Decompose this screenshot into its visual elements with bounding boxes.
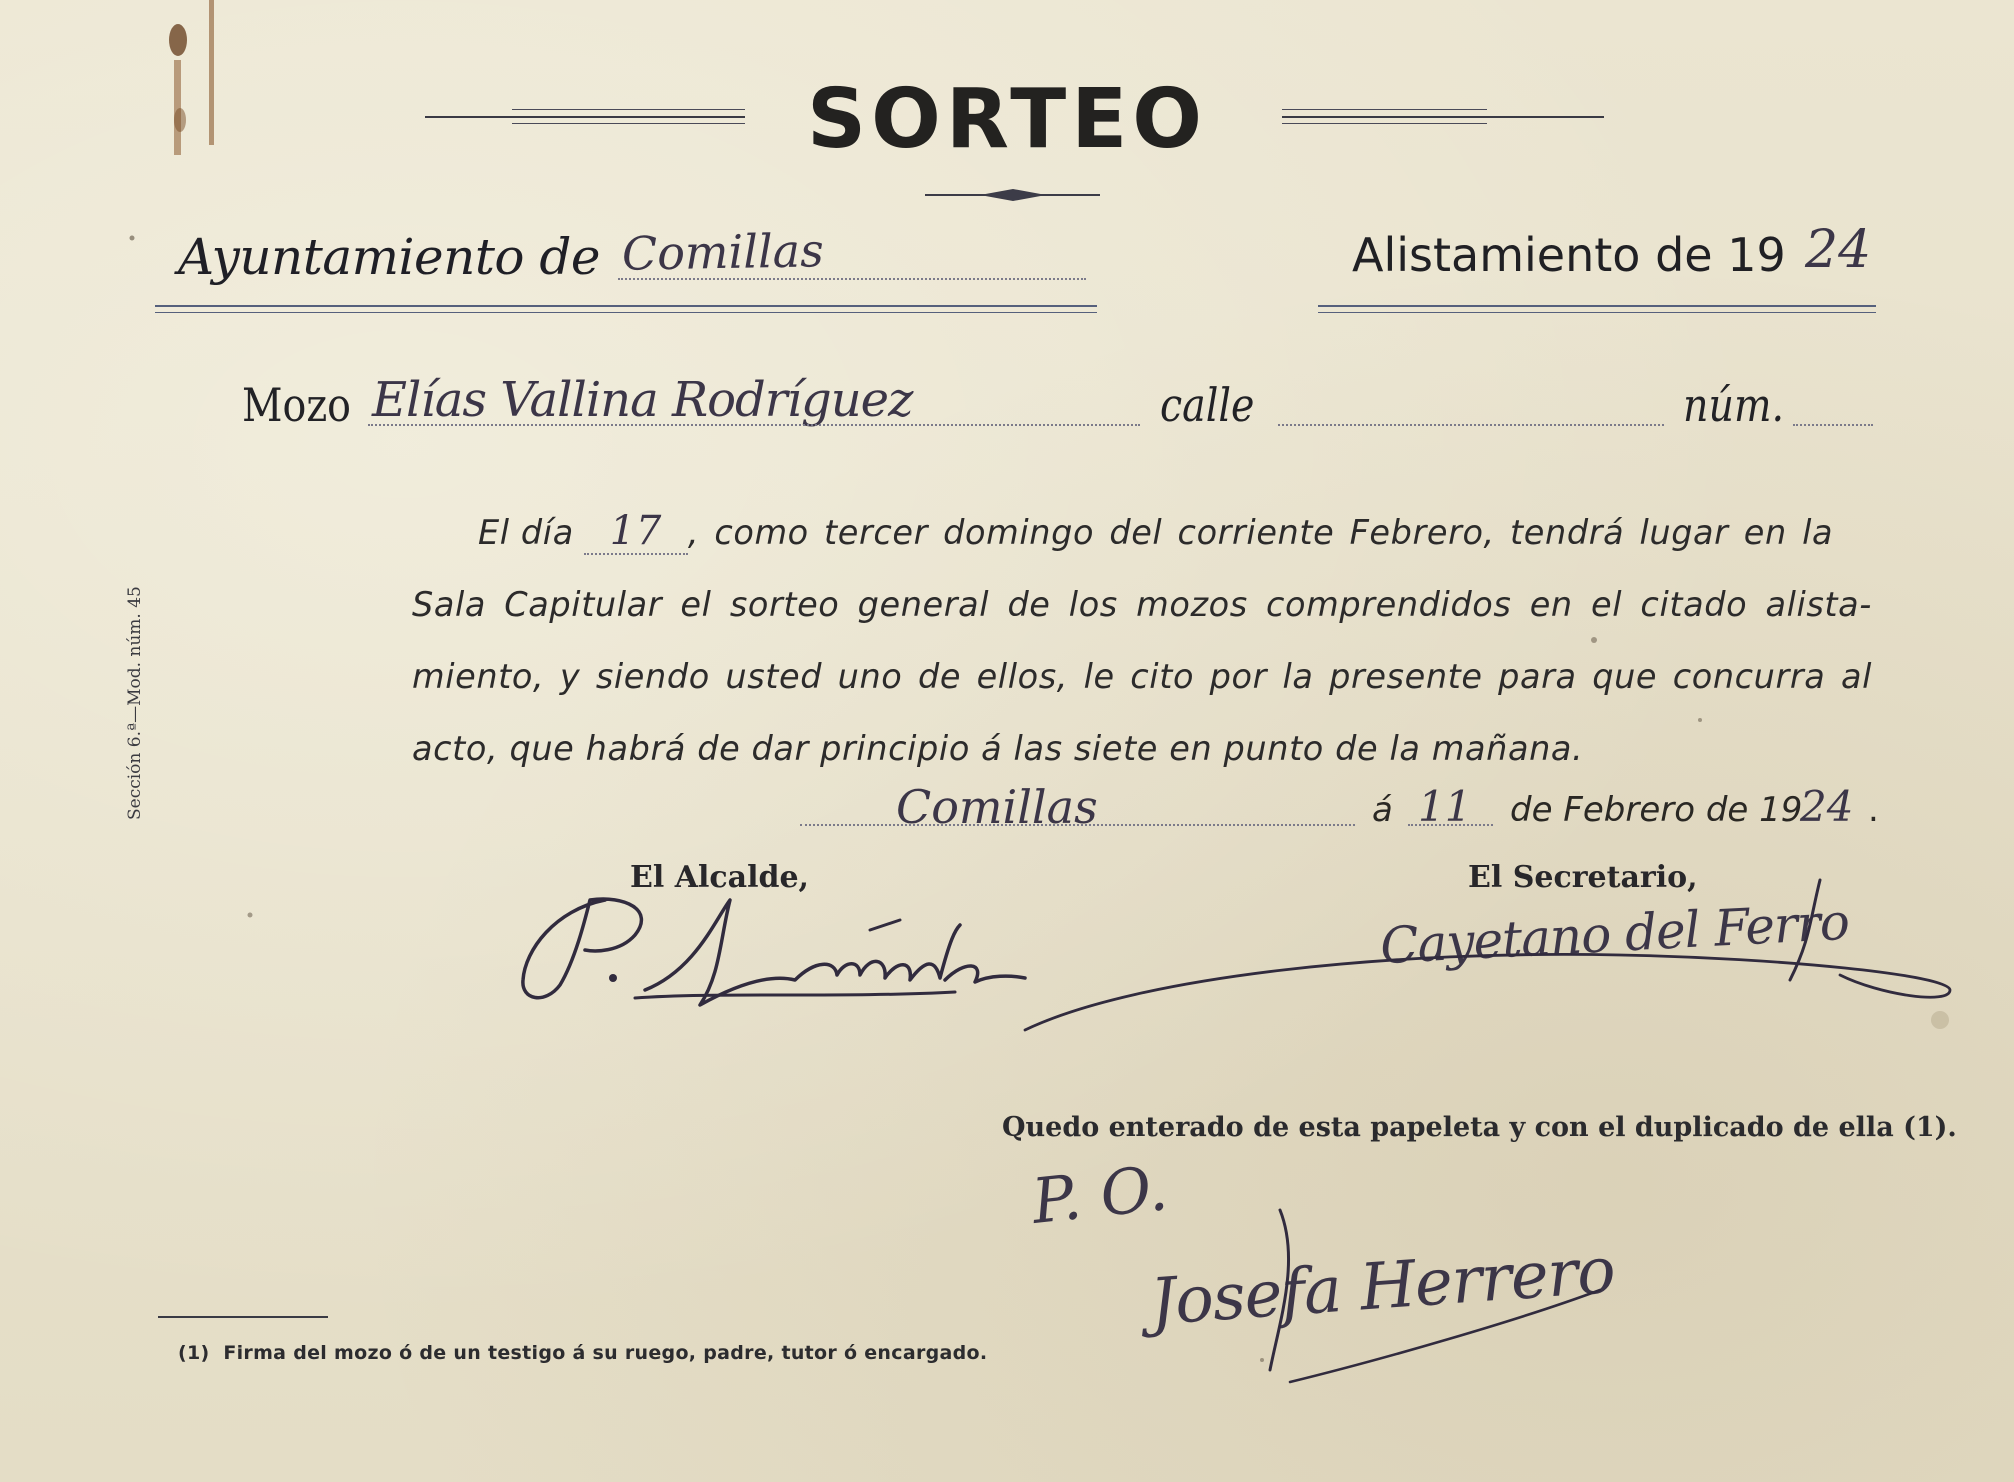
receipt-signature: Josefa Herrero: [1147, 1233, 1617, 1341]
paragraph-line-2: Sala Capitular el sorteo general de los mozos comprendidos en el citado alista-: [412, 585, 1872, 624]
mozo-name: Elías Vallina Rodríguez: [372, 372, 913, 428]
calle-label: calle: [1160, 378, 1255, 432]
line1-pre: El día: [478, 513, 574, 552]
num-label: núm.: [1683, 378, 1785, 432]
dateline-day: 11: [1418, 782, 1472, 831]
mozo-label: Mozo: [242, 378, 351, 432]
alcalde-label: El Alcalde,: [630, 860, 809, 895]
dateline-a: á: [1372, 790, 1393, 830]
form-title: SORTEO: [807, 72, 1207, 167]
section-model-text: Sección 6.ª—Mod. núm. 45: [125, 586, 145, 820]
secretario-label: El Secretario,: [1468, 860, 1698, 895]
day-value: 17: [584, 509, 688, 555]
alistamiento-year: 24: [1805, 220, 1872, 280]
ayuntamiento-label: Ayuntamiento de: [178, 228, 601, 286]
footnote-text: (1) Firma del mozo ó de un testigo á su ruego, padre, tutor ó encargado.: [178, 1342, 988, 1364]
dateline-place: Comillas: [896, 780, 1098, 834]
dateline-month: de Febrero de 19: [1510, 790, 1803, 830]
paragraph-line-3: miento, y siendo usted uno de ellos, le cito por la presente para que concurra al: [412, 657, 1872, 696]
ayuntamiento-value: Comillas: [621, 223, 825, 281]
receipt-signature-prefix: P. O.: [1028, 1151, 1171, 1238]
paragraph-line-4: acto, que habrá de dar principio á las siete en punto de la mañana.: [412, 729, 1584, 768]
receipt-text: Quedo enterado de esta papeleta y con el duplicado de ella (1).: [1002, 1112, 1957, 1143]
alistamiento-label: Alistamiento de 19: [1352, 228, 1786, 282]
dateline-end: .: [1868, 790, 1879, 830]
dateline-year: 24: [1800, 782, 1854, 831]
secretario-signature: Cayetano del Ferro: [1378, 892, 1851, 976]
line1-post: , como tercer domingo del corriente Febrero, tendrá lugar en la: [687, 513, 1834, 552]
